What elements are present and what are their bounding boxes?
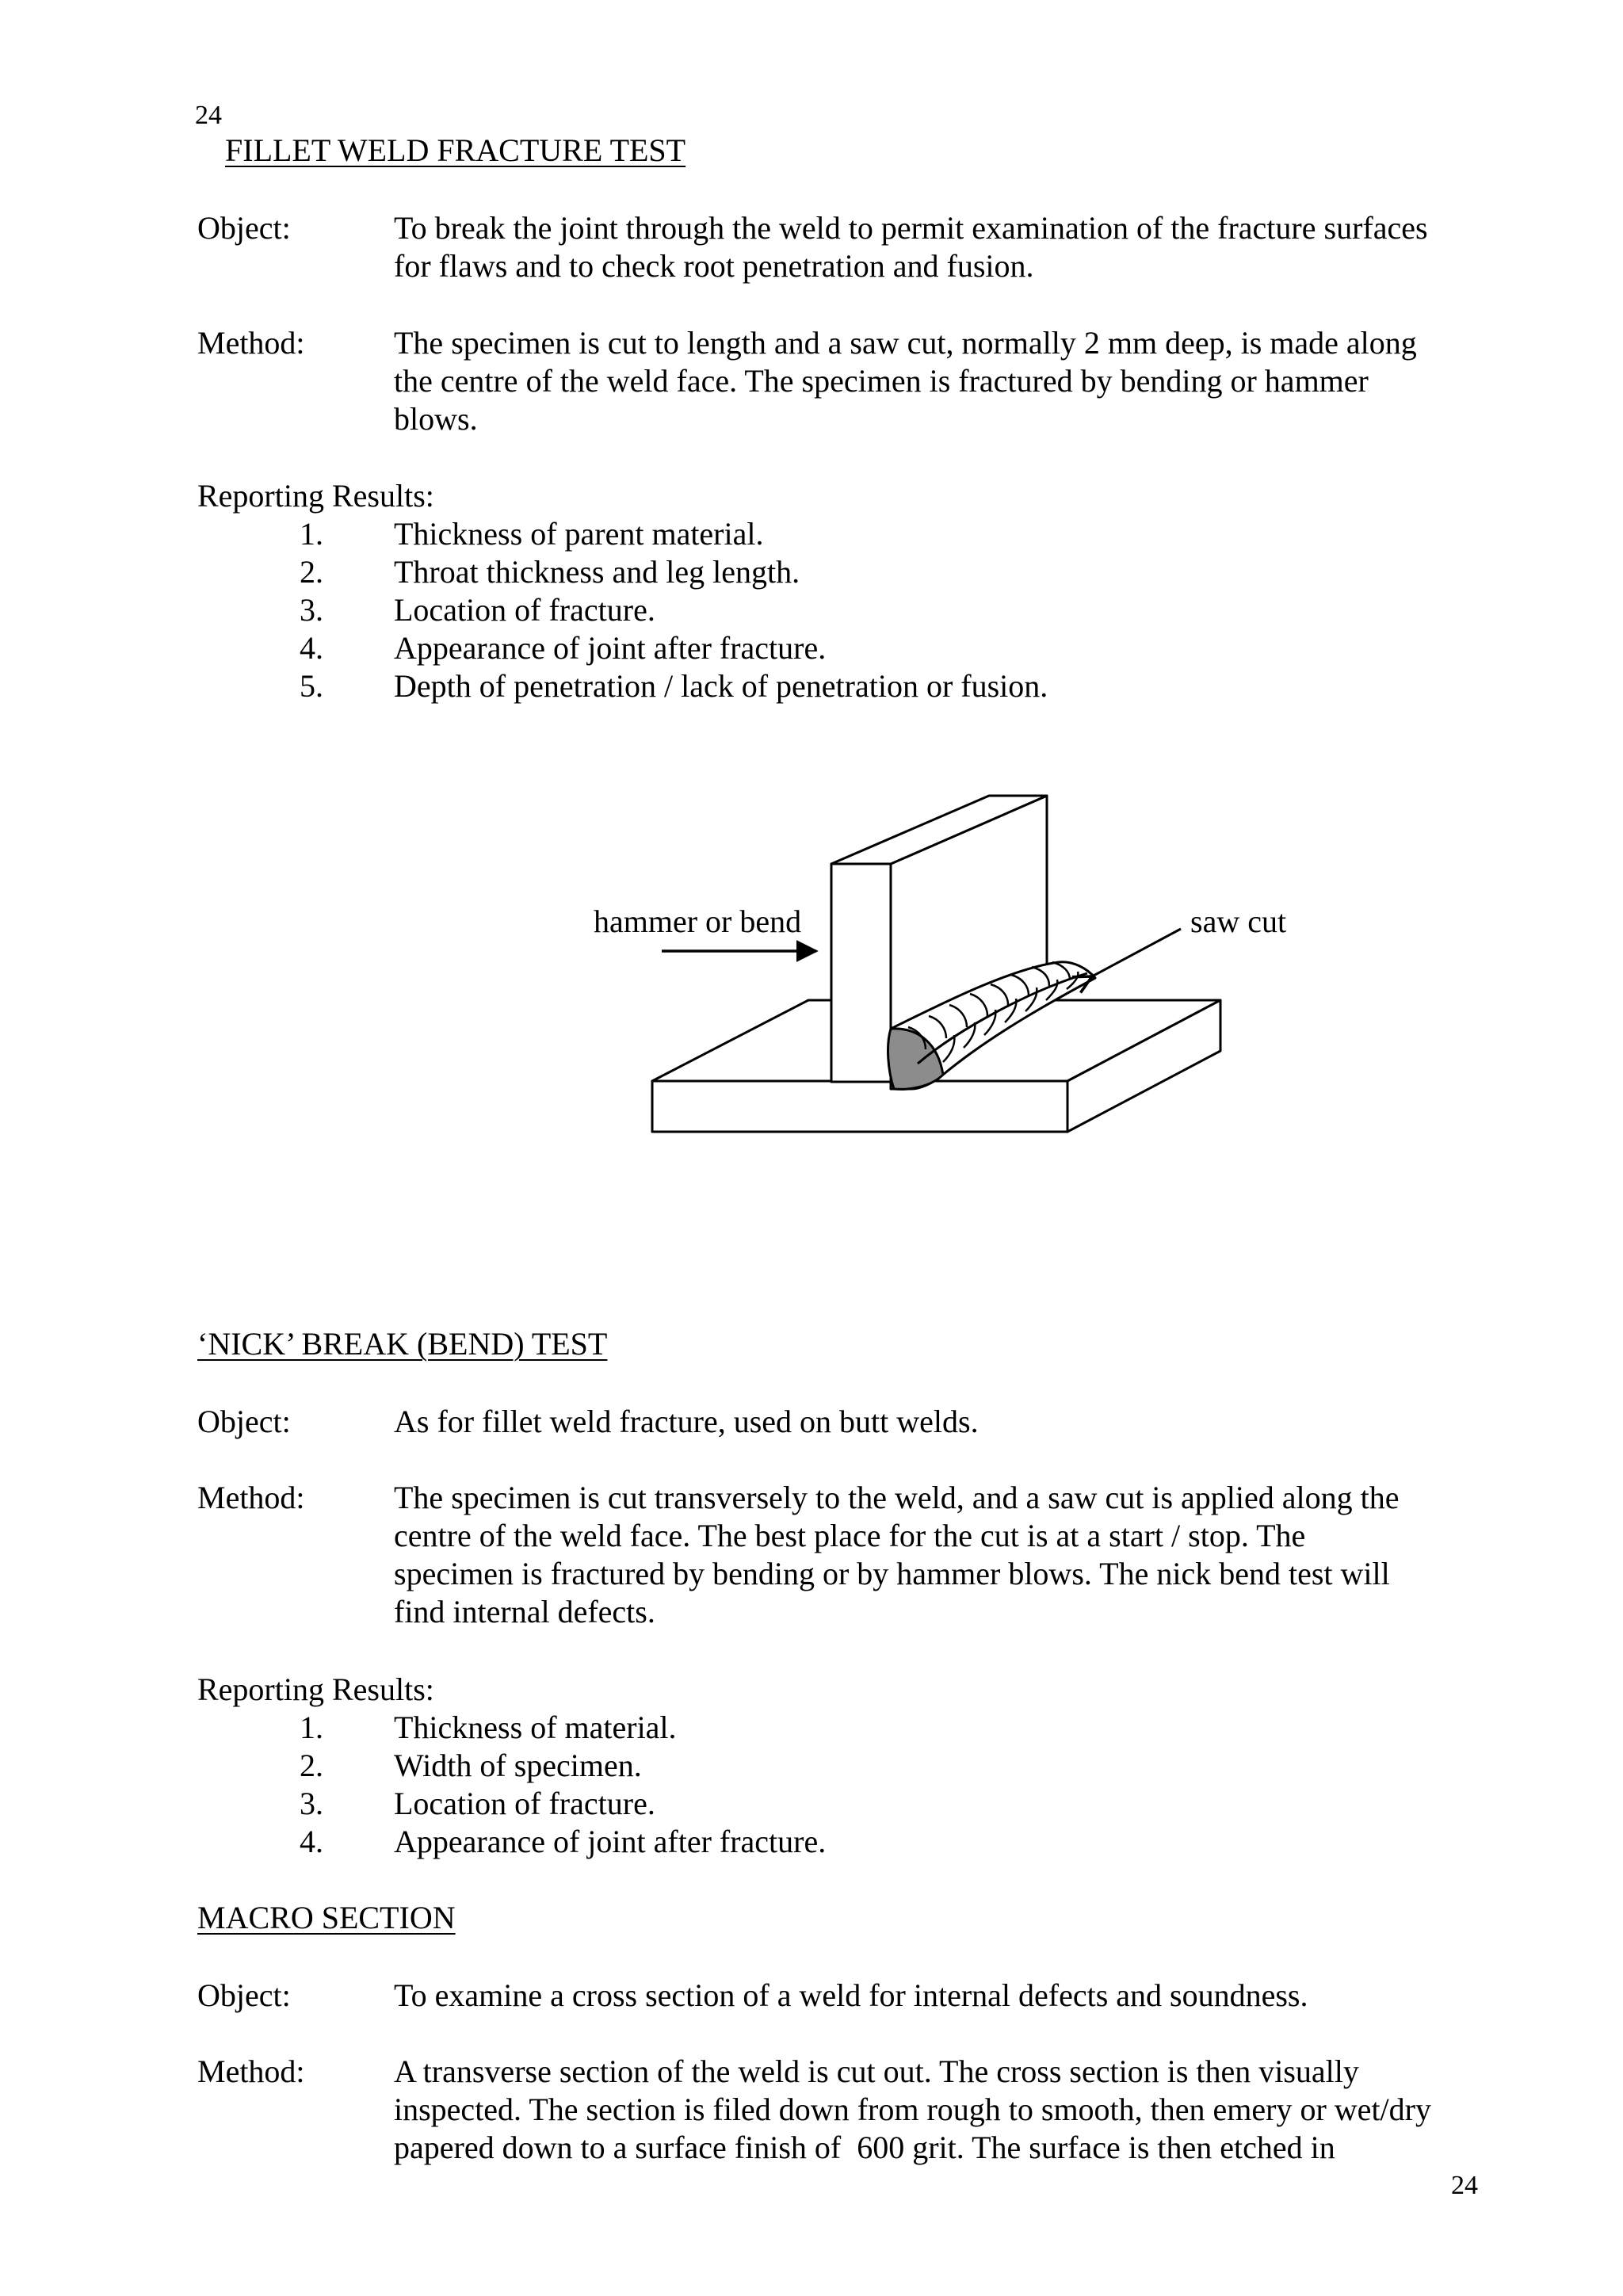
macro-method-line-3: papered down to a surface finish of 600 grit. The surface is then etched in	[394, 2130, 1335, 2165]
macro-object-label: Object:	[197, 1977, 291, 2013]
nick-result-number: 4.	[300, 1824, 323, 1859]
nick-result-text: Thickness of material.	[394, 1710, 677, 1745]
nick-method-label: Method:	[197, 1480, 305, 1515]
fillet-object-line-2: for flaws and to check root penetration and fusion.	[394, 248, 1034, 284]
fillet-result-number: 5.	[300, 668, 323, 704]
fillet-method-line-2: the centre of the weld face. The specimen is fractured by bending or hammer	[394, 363, 1369, 399]
page-number-top: 24	[195, 101, 222, 130]
nick-result-number: 3.	[300, 1786, 323, 1821]
macro-title: MACRO SECTION	[197, 1900, 456, 1935]
macro-method-line-2: inspected. The section is filed down from rough to smooth, then emery or wet/dry	[394, 2092, 1431, 2127]
weld-ripples	[908, 962, 1078, 1062]
fillet-result-text: Depth of penetration / lack of penetration or fusion.	[394, 668, 1048, 704]
fillet-method-line-1: The specimen is cut to length and a saw cut, normally 2 mm deep, is made along	[394, 325, 1417, 361]
saw-cut-arrow	[1092, 929, 1181, 976]
nick-method-line-4: find internal defects.	[394, 1594, 655, 1629]
fillet-method-line-3: blows.	[394, 401, 478, 437]
nick-method-line-2: centre of the weld face. The best place for the cut is at a start / stop. The	[394, 1518, 1306, 1553]
fillet-result-number: 4.	[300, 630, 323, 666]
nick-result-text: Location of fracture.	[394, 1786, 655, 1821]
fillet-title: FILLET WELD FRACTURE TEST	[225, 132, 686, 168]
nick-method-line-1: The specimen is cut transversely to the weld, and a saw cut is applied along the	[394, 1480, 1400, 1515]
nick-result-number: 2.	[300, 1748, 323, 1783]
label-hammer-or-bend: hammer or bend	[594, 904, 802, 939]
fillet-result-text: Thickness of parent material.	[394, 516, 764, 552]
label-saw-cut: saw cut	[1190, 904, 1287, 939]
nick-object-label: Object:	[197, 1404, 291, 1439]
nick-result-number: 1.	[300, 1710, 323, 1745]
macro-method-label: Method:	[197, 2053, 305, 2089]
nick-reporting-label: Reporting Results:	[197, 1671, 434, 1707]
nick-result-text: Appearance of joint after fracture.	[394, 1824, 827, 1859]
fillet-result-number: 3.	[300, 592, 323, 628]
fillet-result-number: 2.	[300, 554, 323, 590]
base-plate	[652, 1000, 1220, 1132]
fillet-method-label: Method:	[197, 325, 305, 361]
macro-method-line-1: A transverse section of the weld is cut out. The cross section is then visually	[394, 2053, 1359, 2089]
fillet-object-line-1: To break the joint through the weld to permit examination of the fracture surfaces	[394, 210, 1428, 246]
nick-method-line-3: specimen is fractured by bending or by hammer blows. The nick bend test will	[394, 1556, 1390, 1591]
upright-plate	[831, 796, 1047, 1086]
macro-object-line-1: To examine a cross section of a weld for internal defects and soundness.	[394, 1977, 1308, 2013]
fillet-result-text: Location of fracture.	[394, 592, 655, 628]
fillet-result-text: Appearance of joint after fracture.	[394, 630, 827, 666]
nick-result-text: Width of specimen.	[394, 1748, 642, 1783]
page-number-bottom: 24	[1451, 2171, 1478, 2200]
fillet-result-text: Throat thickness and leg length.	[394, 554, 800, 590]
weld-bead	[888, 962, 1095, 1090]
fillet-result-number: 1.	[300, 516, 323, 552]
fillet-object-label: Object:	[197, 210, 291, 246]
nick-object-line-1: As for fillet weld fracture, used on butt welds.	[394, 1404, 979, 1439]
nick-title: ‘NICK’ BREAK (BEND) TEST	[197, 1326, 608, 1362]
fillet-reporting-label: Reporting Results:	[197, 478, 434, 514]
